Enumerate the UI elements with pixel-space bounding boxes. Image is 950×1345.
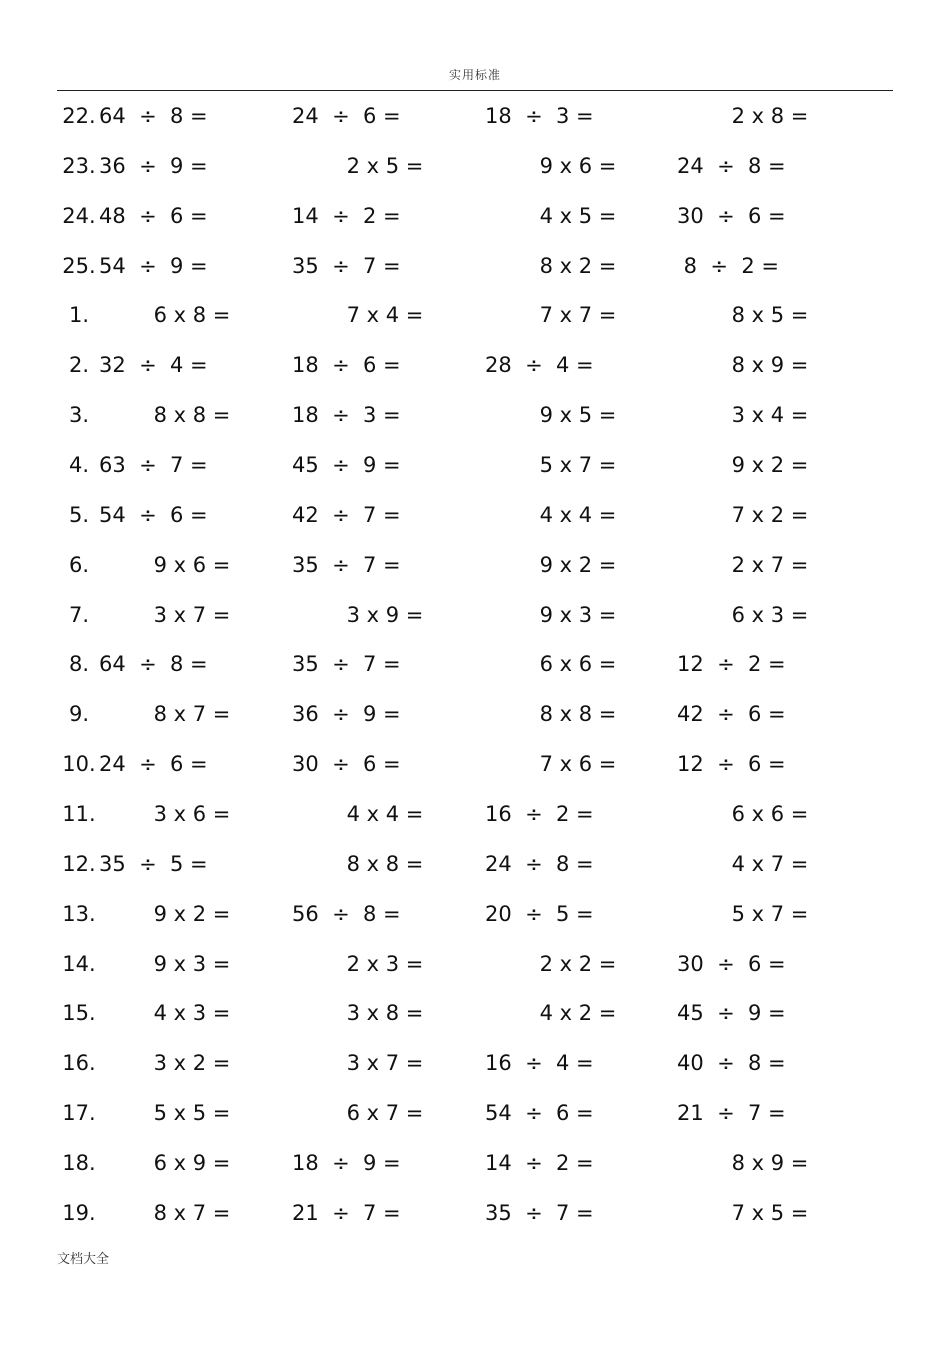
problem-row bbox=[0, 989, 950, 1039]
problem-cell: 42 ÷ 6 = bbox=[677, 702, 786, 727]
problem-cell: 30 ÷ 6 = bbox=[292, 752, 401, 777]
problem-cell: 18 ÷ 9 = bbox=[292, 1151, 401, 1176]
problem-row bbox=[0, 890, 950, 940]
problem-cell: 30 ÷ 6 = bbox=[677, 203, 786, 228]
problem-cell: 45 ÷ 9 = bbox=[677, 1001, 786, 1026]
problem-cell: 2 x 3 = bbox=[346, 951, 424, 976]
problem-row bbox=[0, 840, 950, 890]
problem-cell: 6 x 3 = bbox=[731, 602, 809, 627]
problem-cell: 6 x 7 = bbox=[346, 1101, 424, 1126]
problem-cell: 3 x 6 = bbox=[153, 802, 231, 827]
problem-number: 7. bbox=[68, 602, 90, 627]
problem-cell: 28 ÷ 4 = bbox=[485, 353, 594, 378]
problem-row bbox=[0, 541, 950, 591]
problem-cell: 64 ÷ 8 = bbox=[99, 652, 208, 677]
problem-row bbox=[0, 1089, 950, 1139]
problem-cell: 8 ÷ 2 = bbox=[677, 253, 779, 278]
problem-row bbox=[0, 491, 950, 541]
problem-cell: 7 x 5 = bbox=[731, 1200, 809, 1225]
problem-cell: 9 x 3 = bbox=[539, 602, 617, 627]
problem-cell: 4 x 5 = bbox=[539, 203, 617, 228]
problem-row bbox=[0, 1039, 950, 1089]
problem-row bbox=[0, 940, 950, 990]
problem-cell: 4 x 7 = bbox=[731, 851, 809, 876]
problem-cell: 5 x 7 = bbox=[731, 901, 809, 926]
problem-number: 25. bbox=[62, 253, 96, 278]
problem-cell: 6 x 9 = bbox=[153, 1151, 231, 1176]
problem-row bbox=[0, 1139, 950, 1189]
problem-cell: 7 x 2 = bbox=[731, 502, 809, 527]
problem-cell: 4 x 3 = bbox=[153, 1001, 231, 1026]
problem-row bbox=[0, 441, 950, 491]
problem-number: 11. bbox=[62, 802, 96, 827]
problem-cell: 63 ÷ 7 = bbox=[99, 453, 208, 478]
problem-cell: 56 ÷ 8 = bbox=[292, 901, 401, 926]
problem-cell: 7 x 6 = bbox=[539, 752, 617, 777]
problem-cell: 64 ÷ 8 = bbox=[99, 104, 208, 128]
problem-cell: 4 x 4 = bbox=[539, 502, 617, 527]
problem-cell: 3 x 4 = bbox=[731, 403, 809, 428]
problem-row bbox=[0, 690, 950, 740]
problem-cell: 3 x 7 = bbox=[346, 1051, 424, 1076]
problem-cell: 35 ÷ 7 = bbox=[292, 552, 401, 577]
problem-cell: 12 ÷ 2 = bbox=[677, 652, 786, 677]
problem-row bbox=[0, 1189, 950, 1239]
problem-cell: 6 x 8 = bbox=[153, 303, 231, 328]
page-header: 实用标准 bbox=[448, 68, 501, 82]
problem-cell: 8 x 7 = bbox=[153, 1200, 231, 1225]
problem-cell: 2 x 5 = bbox=[346, 153, 424, 178]
problem-cell: 3 x 8 = bbox=[346, 1001, 424, 1026]
problem-row bbox=[0, 591, 950, 641]
problem-cell: 8 x 9 = bbox=[731, 1151, 809, 1176]
problem-cell: 9 x 2 = bbox=[539, 552, 617, 577]
problem-cell: 8 x 7 = bbox=[153, 702, 231, 727]
problem-row bbox=[0, 740, 950, 790]
problem-number: 17. bbox=[62, 1101, 96, 1126]
problem-number: 18. bbox=[62, 1151, 96, 1176]
problem-cell: 2 x 8 = bbox=[731, 104, 809, 128]
problem-number: 2. bbox=[68, 353, 90, 378]
problem-cell: 4 x 2 = bbox=[539, 1001, 617, 1026]
problem-cell: 2 x 7 = bbox=[731, 552, 809, 577]
problem-row bbox=[0, 92, 950, 142]
problem-row bbox=[0, 341, 950, 391]
problem-cell: 24 ÷ 8 = bbox=[485, 851, 594, 876]
problem-cell: 7 x 7 = bbox=[539, 303, 617, 328]
problem-row bbox=[0, 142, 950, 192]
page-footer: 文档大全 bbox=[57, 1252, 110, 1267]
problem-cell: 16 ÷ 2 = bbox=[485, 802, 594, 827]
problem-cell: 14 ÷ 2 = bbox=[292, 203, 401, 228]
problem-number: 24. bbox=[62, 203, 96, 228]
problem-cell: 9 x 2 = bbox=[731, 453, 809, 478]
problem-cell: 18 ÷ 3 = bbox=[292, 403, 401, 428]
problem-cell: 20 ÷ 5 = bbox=[485, 901, 594, 926]
problem-cell: 5 x 7 = bbox=[539, 453, 617, 478]
problem-cell: 9 x 2 = bbox=[153, 901, 231, 926]
problem-number: 22. bbox=[62, 104, 96, 128]
header-rule bbox=[57, 90, 893, 91]
problem-cell: 36 ÷ 9 = bbox=[99, 153, 208, 178]
problem-cell: 24 ÷ 6 = bbox=[292, 104, 401, 128]
problem-number: 8. bbox=[68, 652, 90, 677]
problem-cell: 30 ÷ 6 = bbox=[677, 951, 786, 976]
problem-cell: 8 x 5 = bbox=[731, 303, 809, 328]
problem-row bbox=[0, 391, 950, 441]
problem-row bbox=[0, 291, 950, 341]
problem-number: 3. bbox=[68, 403, 90, 428]
problem-cell: 54 ÷ 6 = bbox=[485, 1101, 594, 1126]
problem-cell: 32 ÷ 4 = bbox=[99, 353, 208, 378]
problem-cell: 3 x 2 = bbox=[153, 1051, 231, 1076]
problem-number: 6. bbox=[68, 552, 90, 577]
problem-cell: 6 x 6 = bbox=[539, 652, 617, 677]
problem-number: 23. bbox=[62, 153, 96, 178]
problem-cell: 24 ÷ 6 = bbox=[99, 752, 208, 777]
problem-cell: 18 ÷ 6 = bbox=[292, 353, 401, 378]
problem-cell: 35 ÷ 7 = bbox=[292, 652, 401, 677]
problem-number: 14. bbox=[62, 951, 96, 976]
problem-cell: 54 ÷ 6 = bbox=[99, 502, 208, 527]
problem-cell: 9 x 6 = bbox=[539, 153, 617, 178]
problem-cell: 18 ÷ 3 = bbox=[485, 104, 594, 128]
problem-cell: 16 ÷ 4 = bbox=[485, 1051, 594, 1076]
problem-cell: 36 ÷ 9 = bbox=[292, 702, 401, 727]
problem-cell: 3 x 9 = bbox=[346, 602, 424, 627]
problem-row bbox=[0, 242, 950, 292]
problem-cell: 48 ÷ 6 = bbox=[99, 203, 208, 228]
problem-cell: 8 x 2 = bbox=[539, 253, 617, 278]
problem-row bbox=[0, 192, 950, 242]
problem-cell: 4 x 4 = bbox=[346, 802, 424, 827]
problem-cell: 7 x 4 = bbox=[346, 303, 424, 328]
problem-number: 9. bbox=[68, 702, 90, 727]
problem-cell: 40 ÷ 8 = bbox=[677, 1051, 786, 1076]
problem-cell: 35 ÷ 7 = bbox=[485, 1200, 594, 1225]
problem-cell: 3 x 7 = bbox=[153, 602, 231, 627]
problem-number: 13. bbox=[62, 901, 96, 926]
problem-cell: 9 x 3 = bbox=[153, 951, 231, 976]
problem-number: 10. bbox=[62, 752, 96, 777]
problem-cell: 2 x 2 = bbox=[539, 951, 617, 976]
problem-row bbox=[0, 790, 950, 840]
problem-cell: 8 x 8 = bbox=[153, 403, 231, 428]
problem-list bbox=[0, 92, 950, 1239]
problem-cell: 21 ÷ 7 = bbox=[677, 1101, 786, 1126]
problem-number: 1. bbox=[68, 303, 90, 328]
problem-cell: 35 ÷ 5 = bbox=[99, 851, 208, 876]
problem-row bbox=[0, 640, 950, 690]
problem-cell: 21 ÷ 7 = bbox=[292, 1200, 401, 1225]
problem-cell: 5 x 5 = bbox=[153, 1101, 231, 1126]
problem-cell: 9 x 5 = bbox=[539, 403, 617, 428]
problem-cell: 42 ÷ 7 = bbox=[292, 502, 401, 527]
problem-number: 16. bbox=[62, 1051, 96, 1076]
problem-cell: 8 x 8 = bbox=[539, 702, 617, 727]
problem-cell: 24 ÷ 8 = bbox=[677, 153, 786, 178]
problem-number: 4. bbox=[68, 453, 90, 478]
problem-cell: 6 x 6 = bbox=[731, 802, 809, 827]
problem-number: 5. bbox=[68, 502, 90, 527]
problem-cell: 14 ÷ 2 = bbox=[485, 1151, 594, 1176]
problem-cell: 45 ÷ 9 = bbox=[292, 453, 401, 478]
problem-cell: 8 x 8 = bbox=[346, 851, 424, 876]
problem-cell: 35 ÷ 7 = bbox=[292, 253, 401, 278]
problem-cell: 9 x 6 = bbox=[153, 552, 231, 577]
problem-number: 19. bbox=[62, 1200, 96, 1225]
problem-number: 12. bbox=[62, 851, 96, 876]
problem-number: 15. bbox=[62, 1001, 96, 1026]
problem-cell: 54 ÷ 9 = bbox=[99, 253, 208, 278]
problem-cell: 12 ÷ 6 = bbox=[677, 752, 786, 777]
problem-cell: 8 x 9 = bbox=[731, 353, 809, 378]
